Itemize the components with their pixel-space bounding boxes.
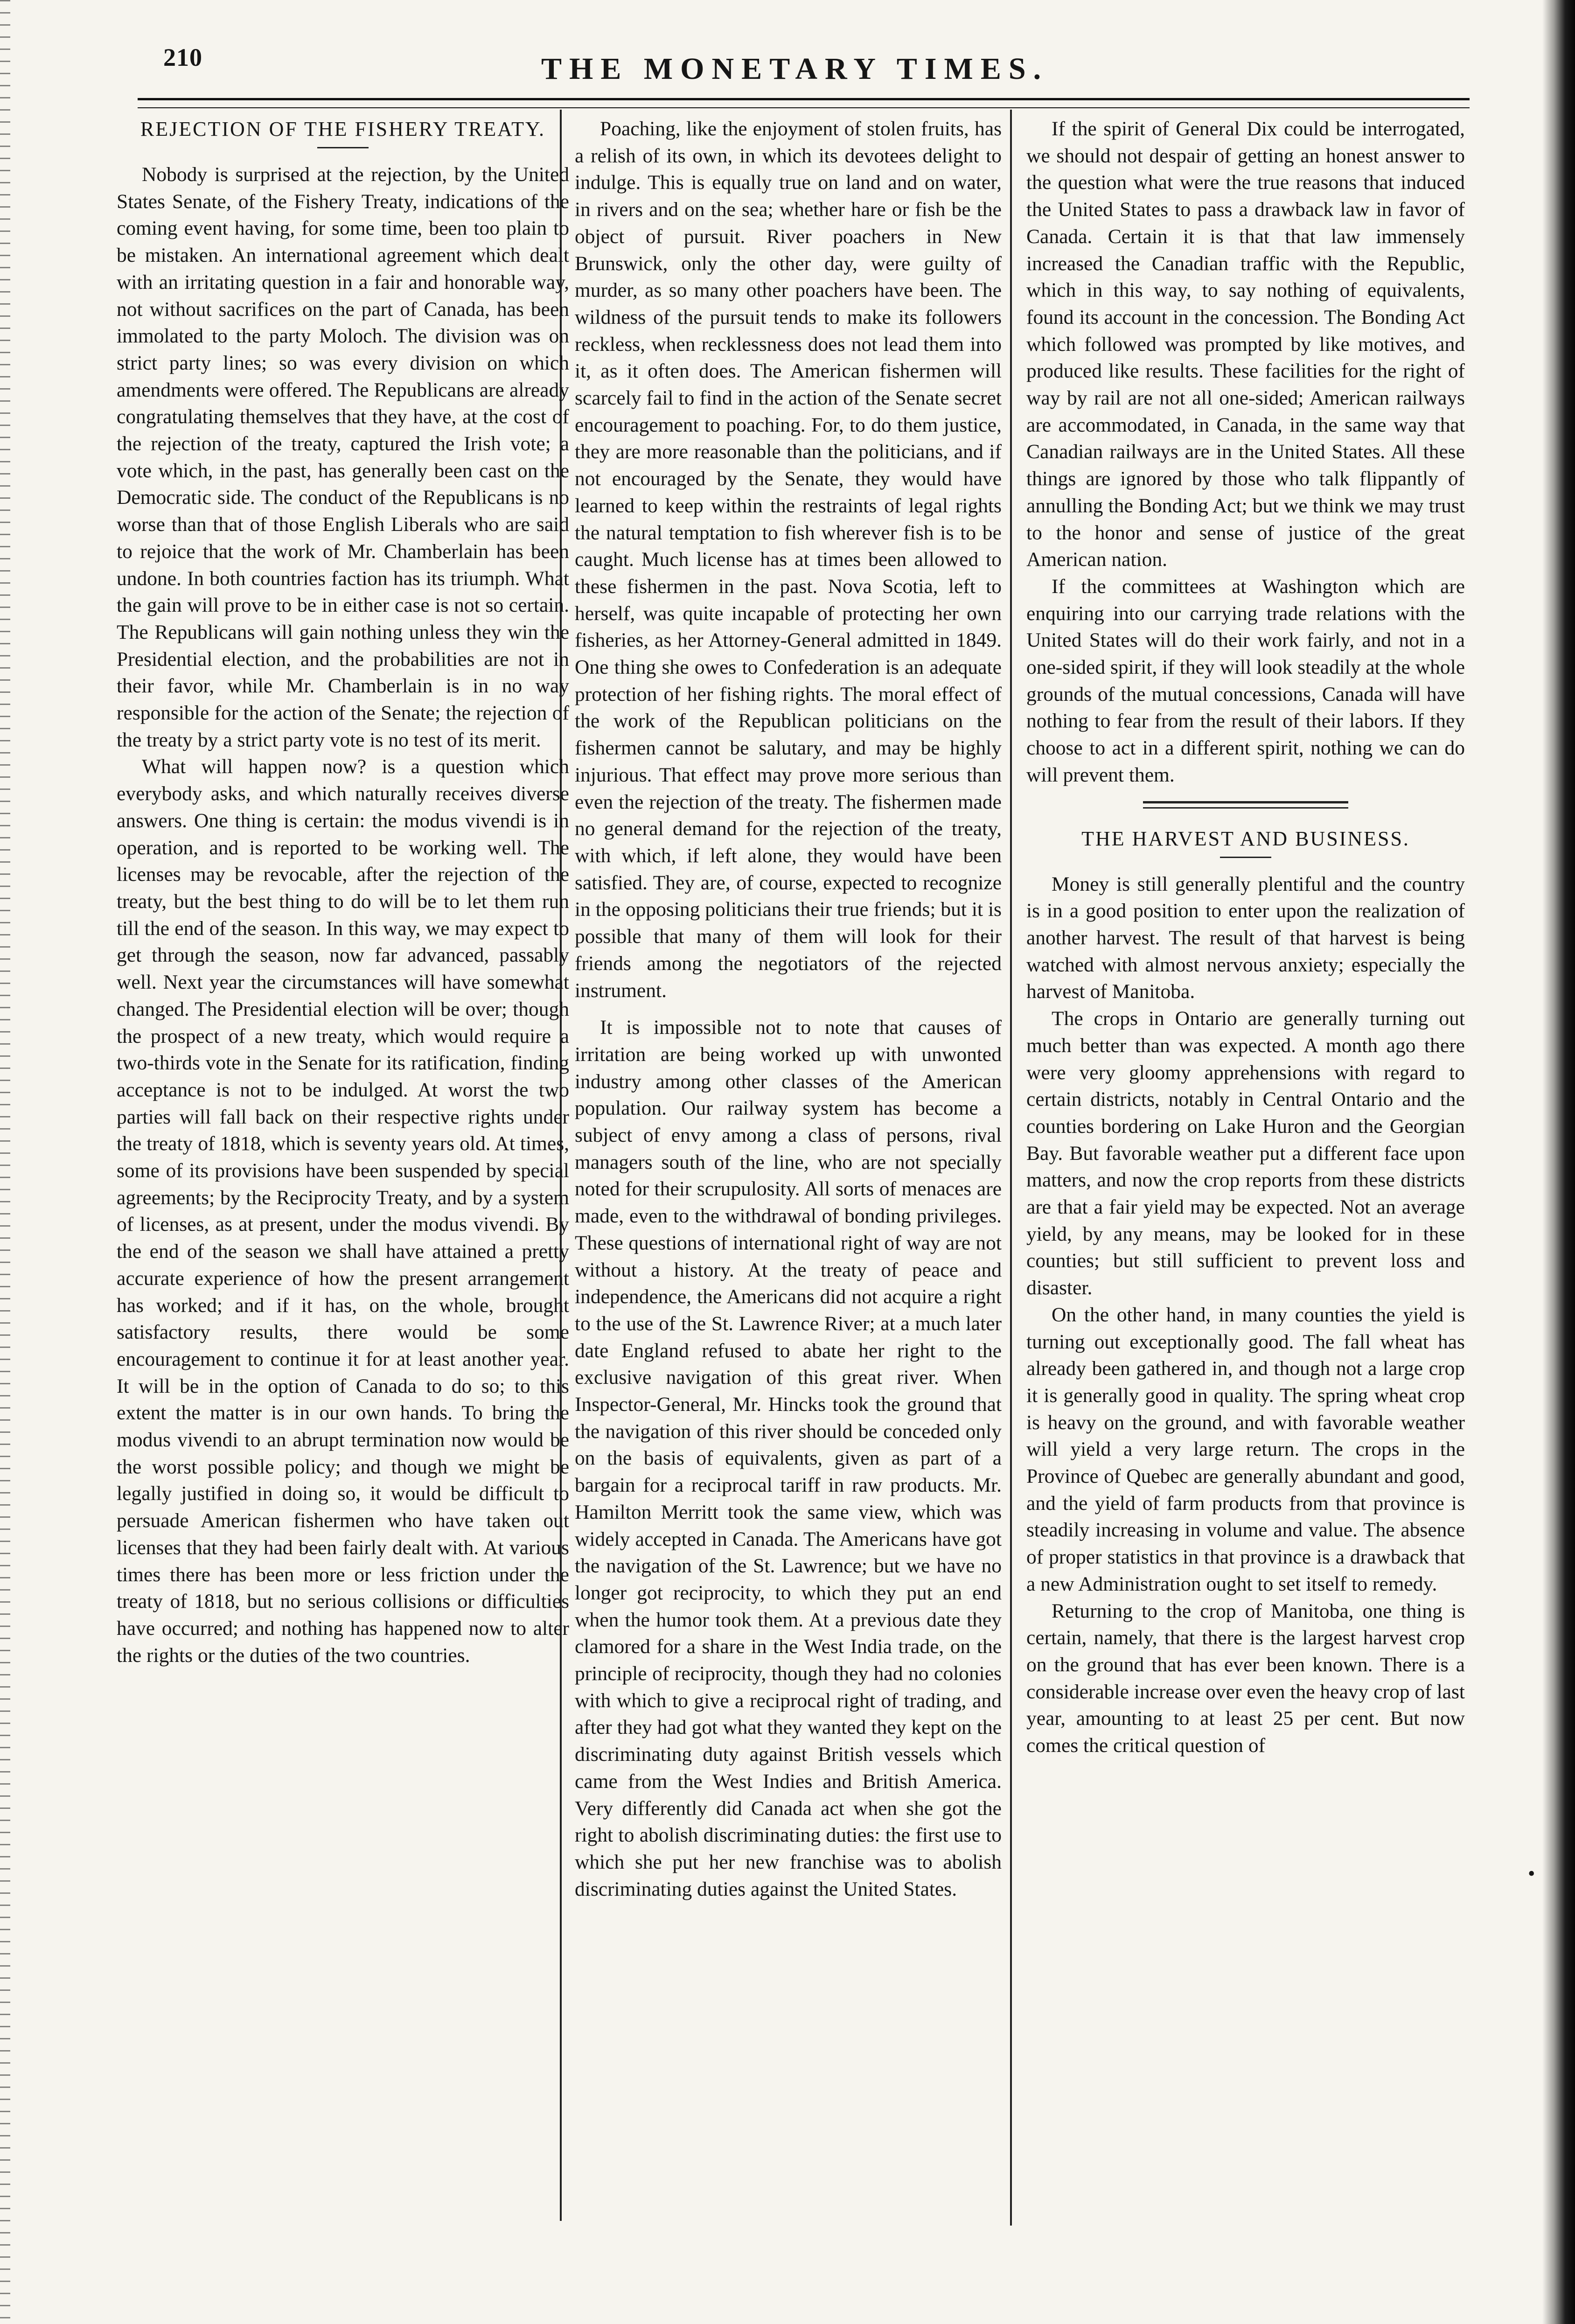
column-rule-2 bbox=[1010, 110, 1012, 2226]
paragraph: It is impossible not to note that causes of irritation are being worked up with unwonted industry among other classes of the American population. Our railway system has become a subject of envy among a class of persons, rival managers south of the line, who are not specially noted for their scrupulosity. All sorts of menaces are made, even to the withdrawal of bonding privileges. These questions of international right of way are not without a history. At the treaty of peace and independence, the Americans did not acquire a right to the use of the St. Lawrence River; at a much later date England refused to abate her right to the exclusive navigation of this great river. When Inspector-General, Mr. Hincks took the ground that the navigation of this river should be conceded only on the basis of equivalents, given as part of a bargain for a reciprocal tariff in raw products. Mr. Hamilton Merritt took the same view, which was widely accepted in Canada. The Americans have got the navigation of the St. Lawrence; but we have no longer got reciprocity, to which they put an end when the humor took them. At a previous date they clamored for a share in the West India trade, on the principle of reciprocity, though they had no colonies with which to give a reciprocal right of trading, and after they had got what they wanted they kept on the discriminating duty against British vessels which came from the West Indies and British America. Very differently did Canada act when she got the right to abolish discriminating duties: the first use to which she put her new franchise was to abolish discriminating duties against the United States. bbox=[575, 1016, 1002, 1900]
paragraph: If the spirit of General Dix could be interrogated, we should not despair of getting an honest answer to the question what were the true reasons that induced the United States to pass a drawback law in favor of Canada. Certain it is that that law immensely increased the Canadian traffic with the Republic, which in this way, to say nothing of equivalents, found its account in the concession. The Bonding Act which followed was prompted by like motives, and produced like results. These facilities for the right of way by rail are not all one-sided; American railways are accommodated, in Canada, in the same way that Canadian railways are in the United States. All these things are ignored by those who talk flippantly of annulling the Bonding Act; but we think we may trust to the honor and sense of justice of the great American nation. bbox=[1026, 118, 1465, 571]
paragraph: Nobody is surprised at the rejection, by the United States Senate, of the Fishery Treaty, indications of the coming event having, for some time, been too plain to be mistaken. An international agreement which dealt with an irritating question in a fair and honorable way, not without sacrifices on the part of Canada, has been immolated to the party Moloch. The division was on strict party lines; so was every division on which amendments were offered. The Republicans are already congratulating themselves that they have, at the cost of the rejection of the treaty, captured the Irish vote; a vote which, in the past, has generally been cast on the Democratic side. The conduct of the Republicans is no worse than that of those English Liberals who are said to rejoice that the work of Mr. Chamberlain has been undone. In both countries faction has its triumph. What the gain will prove to be in either case is not so certain. The Republicans will gain nothing unless they win the Presidential election, and the probabilities are not in their favor, while Mr. Chamberlain is in no way responsible for the action of the Senate; the rejection of the treaty by a strict party vote is no test of its merit. bbox=[117, 163, 569, 751]
article-title-harvest: THE HARVEST AND BUSINESS. bbox=[1081, 827, 1410, 850]
paragraph: On the other hand, in many counties the yield is turning out exceptionally good. The fall wheat has already been gathered in, and though not a large crop it is generally good in quality. The spring wheat crop is heavy on the ground, and with favorable weather will yield a very large return. The crops in the Province of Quebec are generally abundant and good, and the yield of farm products from that province is steadily increasing in volume and value. The absence of proper statistics in that province is a drawback that a new Administration ought to set itself to remedy. bbox=[1026, 1303, 1465, 1595]
column-3 bbox=[1026, 116, 1465, 1759]
binding-shadow bbox=[1542, 0, 1575, 2324]
paragraph: Returning to the crop of Manitoba, one thing is certain, namely, that there is the largest harvest crop on the ground that has ever been known. There is a considerable increase over even the heavy crop of last year, amounting to at least 25 per cent. But now comes the critical question of bbox=[1026, 1599, 1465, 1757]
column-2 bbox=[575, 116, 1002, 1903]
title-rule bbox=[1220, 857, 1271, 858]
paragraph: The crops in Ontario are generally turning out much better than was expected. A month ago there were very gloomy apprehensions with regard to certain districts, notably in Central Ontario and the counties bordering on Lake Huron and the Georgian Bay. But favorable weather put a different face upon matters, and now the crop reports from these districts are that a fair yield may be expected. Not an average yield, by any means, may be looked for in these counties; but still sufficient to prevent loss and disaster. bbox=[1026, 1007, 1465, 1299]
header-rule-thin bbox=[138, 107, 1470, 108]
title-rule bbox=[317, 147, 369, 148]
article-title-fishery: REJECTION OF THE FISHERY TREATY. bbox=[140, 118, 546, 140]
header-rule bbox=[138, 98, 1470, 100]
page-edge-left bbox=[0, 0, 10, 2324]
running-head: THE MONETARY TIMES. bbox=[541, 52, 1049, 86]
paragraph: Poaching, like the enjoyment of stolen fruits, has a relish of its own, in which its devotees delight to indulge. This is equally true on land and on water, in rivers and on the sea; whether hare or fish be the object of pursuit. River poachers in New Brunswick, only the other day, were guilty of murder, as so many other poachers have been. The wildness of the pursuit tends to make its followers reckless, when recklessness does not lead them into it, as it often does. The American fishermen will scarcely fail to find in the action of the Senate secret encouragement to poaching. For, to do them justice, they are more reasonable than the politicians, and if not encouraged by the Senate, they would have learned to keep within the restraints of legal rights the natural temptation to fish wherever fish is to be caught. Much license has at times been allowed to these fishermen in the past. Nova Scotia, left to herself, was quite incapable of protecting her own fisheries, as her Attorney-General admitted in 1849. One thing she owes to Confederation is an adequate protection of her fishing rights. The moral effect of the work of the Republican politicians on the fishermen cannot be salutary, and may be highly injurious. That effect may prove more serious than even the rejection of the treaty. The fishermen made no general demand for the rejection of the treaty, with which, if left alone, they would have been satisfied. They are, of course, expected to recognize in the opposing politicians their true friends; but it is possible that many of them will look for their friends among the negotiators of the rejected instrument. bbox=[575, 118, 1002, 1002]
paragraph: What will happen now? is a question which everybody asks, and which naturally receives diverse answers. One thing is certain: the modus vivendi is in operation, and is reported to be working well. The licenses may be revocable, after the rejection of the treaty, but the best thing to do will be to let them run till the end of the season. In this way, we may expect to get through the season, now far advanced, passably well. Next year the circumstances will have somewhat changed. The Presidential election will be over; though the prospect of a new treaty, which would require a two-thirds vote in the Senate for its ratification, finding acceptance is not to be indulged. At worst the two parties will fall back on their respective rights under the treaty of 1818, which is seventy years old. At times, some of its provisions have been suspended by special agreements; by the Reciprocity Treaty, and by a system of licenses, as at present, under the modus vivendi. By the end of the season we shall have attained a pretty accurate experience of how the present arrangement has worked; and if it has, on the whole, brought satisfactory results, there would be some encouragement to continue it for at least another year. It will be in the option of Canada to do so; to this extent the matter is in our own hands. To bring the modus vivendi to an abrupt termination now would be the worst possible policy; and though we might be legally justified in doing so, it would be difficult to persuade American fishermen who have taken out licenses that they had been fairly dealt with. At various times there has been more or less friction under the treaty of 1818, but no serious collisions or difficulties have occurred; and nothing has happened now to alter the rights or the duties of the two countries. bbox=[117, 755, 569, 1667]
paragraph: If the committees at Washington which are enquiring into our carrying trade relations with the United States will do their work fairly, and not in a one-sided spirit, if they will look steadily at the whole grounds of the mutual concessions, Canada will have nothing to fear from the result of their labors. If they choose to act in a different spirit, nothing we can do will prevent them. bbox=[1026, 575, 1465, 786]
column-1 bbox=[117, 116, 569, 1669]
margin-dot: • bbox=[1528, 1862, 1535, 1885]
paragraph: Money is still generally plentiful and the country is in a good position to enter upon the realization of another harvest. The result of that harvest is being watched with almost nervous anxiety; especially the harvest of Manitoba. bbox=[1026, 872, 1465, 1003]
page-number: 210 bbox=[163, 43, 202, 71]
section-divider bbox=[1143, 801, 1348, 809]
